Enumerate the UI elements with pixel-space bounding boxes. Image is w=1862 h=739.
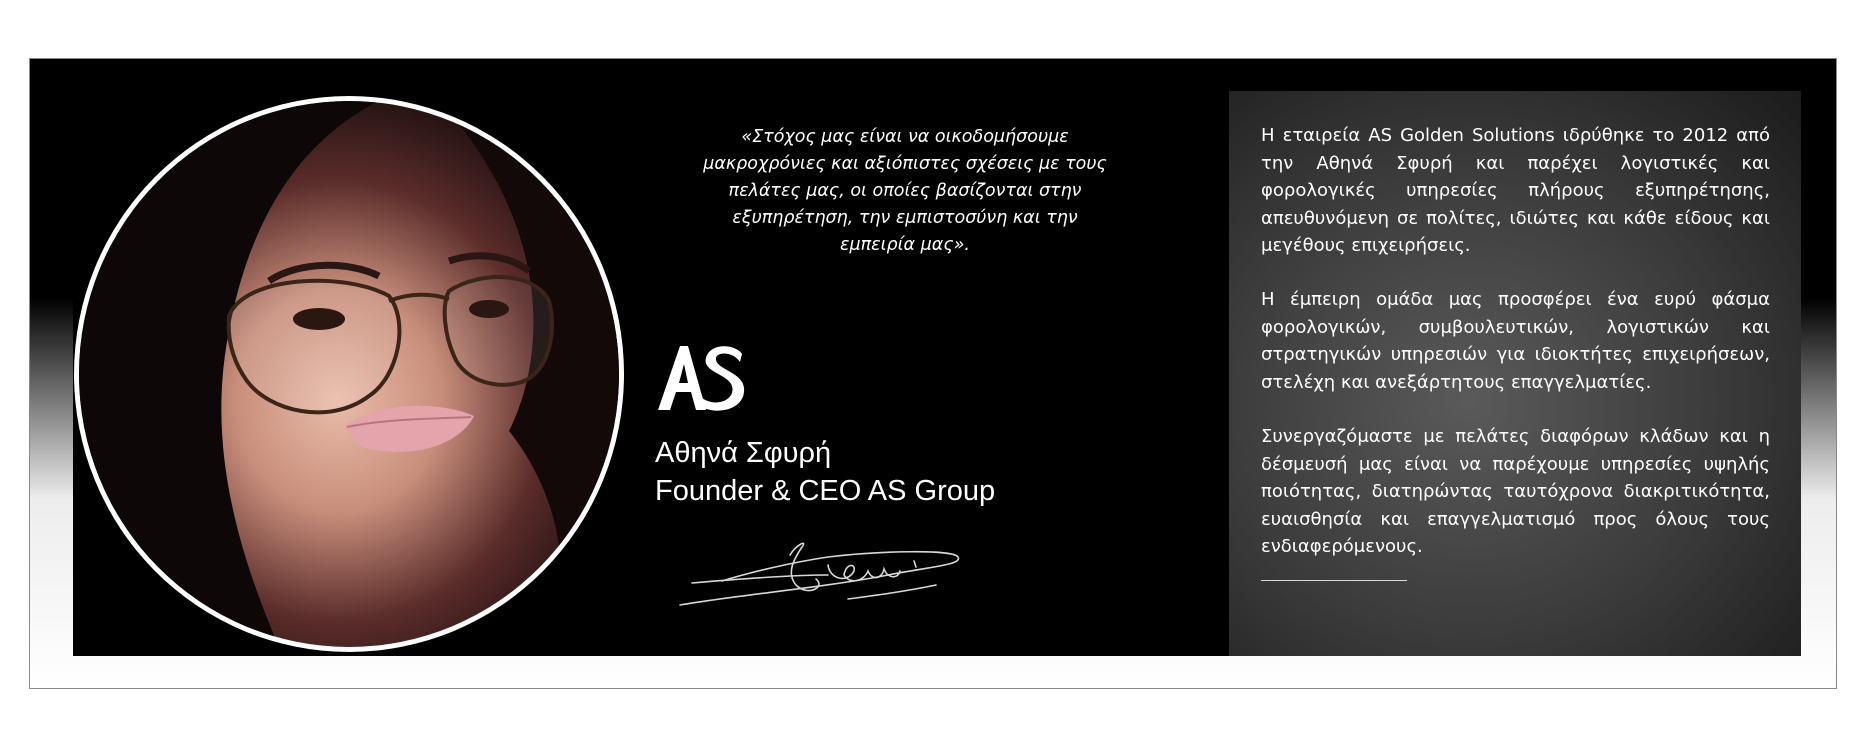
about-paragraph-1: Η εταιρεία AS Golden Solutions ιδρύθηκε το 2012 από την Αθηνά Σφυρή και παρέχει λογιστικές και φορολογικές υπηρεσίες πλήρους εξυπηρέτησης, απευθυνόμενη σε πολίτες, ιδιώτες και κάθε είδους και μεγέθους επιχειρήσεις. (1261, 125, 1770, 256)
founder-title: Founder & CEO AS Group (655, 475, 996, 507)
founder-quote: «Στόχος μας είναι να οικοδομήσουμε μακροχρόνιες και αξιόπιστες σχέσεις με τους πελάτες μας, οι οποίες βασίζονται στην εξυπηρέτηση, την εμπιστοσύνη και την εμπειρία μας». (703, 127, 1107, 255)
about-paragraph-3: Συνεργαζόμαστε με πελάτες διαφόρων κλάδων και η δέσμευσή μας είναι να παρέχουμε υπηρεσίες υψηλής ποιότητας, διατηρώντας ταυτόχρονα διακριτικότητα, ευαισθησία και επαγγελματισμό προς όλους τους ενδιαφερόμενους. (1261, 426, 1770, 557)
founder-portrait (74, 96, 624, 652)
about-paragraph-2: Η έμπειρη ομάδα μας προσφέρει ένα ευρύ φάσμα φορολογικών, συμβουλευτικών, λογιστικών και στρατηγικών υπηρεσιών για ιδιοκτήτες επιχειρήσεων, στελέχη και ανεξάρτητους επαγγελματίες. (1261, 289, 1770, 393)
as-logo (656, 340, 746, 412)
divider-line (1261, 580, 1407, 581)
founder-name: Αθηνά Σφυρή (655, 437, 832, 469)
founder-signature (678, 535, 968, 615)
